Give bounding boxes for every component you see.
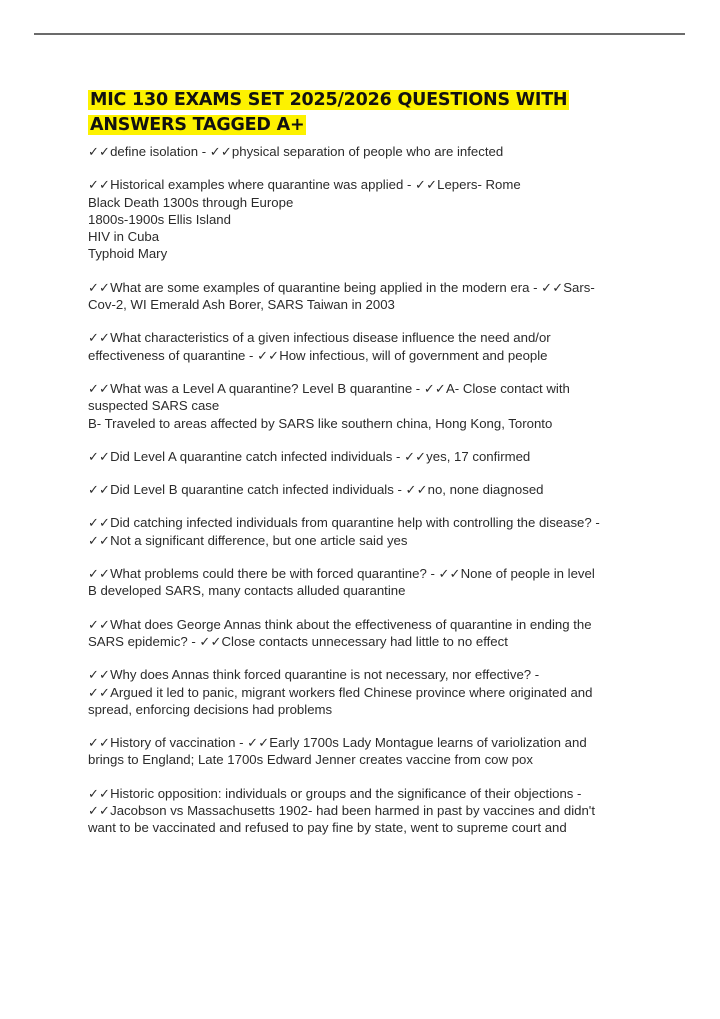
title-line-1: MIC 130 EXAMS SET 2025/2026 QUESTIONS WITH bbox=[90, 90, 568, 110]
qa-entry bbox=[88, 279, 658, 314]
qa-line: ✓✓Historical examples where quarantine was applied - ✓✓Lepers- Rome bbox=[88, 177, 521, 193]
qa-entry bbox=[88, 514, 658, 549]
qa-line: HIV in Cuba bbox=[88, 229, 160, 245]
qa-line: ✓✓Not a significant difference, but one article said yes bbox=[88, 532, 408, 548]
qa-line: ✓✓What are some examples of quarantine being applied in the modern era - ✓✓Sars- bbox=[88, 279, 595, 295]
qa-line: ✓✓What problems could there be with forced quarantine? - ✓✓None of people in level bbox=[88, 566, 595, 582]
qa-entry bbox=[88, 616, 658, 651]
qa-line: ✓✓Why does Annas think forced quarantine is not necessary, nor effective? - bbox=[88, 667, 540, 683]
qa-entry bbox=[88, 448, 658, 465]
qa-entry bbox=[88, 734, 658, 769]
qa-line: ✓✓What does George Annas think about the effectiveness of quarantine in ending the bbox=[88, 616, 592, 632]
qa-entry bbox=[88, 143, 658, 160]
qa-entry bbox=[88, 481, 658, 498]
title-line-2: ANSWERS TAGGED A+ bbox=[90, 115, 305, 135]
qa-line: spread, enforcing decisions had problems bbox=[88, 701, 333, 717]
qa-line: B- Traveled to areas affected by SARS like southern china, Hong Kong, Toronto bbox=[88, 415, 553, 431]
qa-line: ✓✓Argued it led to panic, migrant workers fled Chinese province where originated and bbox=[88, 684, 593, 700]
qa-line: ✓✓Did Level A quarantine catch infected individuals - ✓✓yes, 17 confirmed bbox=[88, 448, 531, 464]
qa-line: Cov-2, WI Emerald Ash Borer, SARS Taiwan in 2003 bbox=[88, 297, 395, 313]
qa-line: ✓✓Jacobson vs Massachusetts 1902- had been harmed in past by vaccines and didn't bbox=[88, 803, 595, 819]
qa-entry bbox=[88, 176, 658, 262]
qa-line: Black Death 1300s through Europe bbox=[88, 194, 294, 210]
top-divider bbox=[34, 33, 685, 35]
qa-entry bbox=[88, 785, 658, 837]
qa-line: ✓✓define isolation - ✓✓physical separation of people who are infected bbox=[88, 144, 504, 159]
qa-line: effectiveness of quarantine - ✓✓How infectious, will of government and people bbox=[88, 347, 548, 363]
document-page bbox=[88, 88, 658, 853]
qa-line: suspected SARS case bbox=[88, 398, 220, 414]
qa-line: ✓✓Did Level B quarantine catch infected individuals - ✓✓no, none diagnosed bbox=[88, 482, 544, 498]
qa-entry bbox=[88, 329, 658, 364]
qa-line: ✓✓History of vaccination - ✓✓Early 1700s Lady Montague learns of variolization and bbox=[88, 735, 587, 751]
document-title bbox=[88, 88, 658, 138]
qa-list bbox=[88, 143, 658, 837]
qa-entry bbox=[88, 666, 658, 718]
qa-line: ✓✓Historic opposition: individuals or groups and the significance of their objections - bbox=[88, 785, 582, 801]
qa-line: 1800s-1900s Ellis Island bbox=[88, 211, 231, 227]
qa-entry bbox=[88, 565, 658, 600]
qa-line: want to be vaccinated and refused to pay fine by state, went to supreme court and bbox=[88, 820, 567, 836]
qa-line: ✓✓What was a Level A quarantine? Level B quarantine - ✓✓A- Close contact with bbox=[88, 380, 570, 396]
qa-line: ✓✓What characteristics of a given infectious disease influence the need and/or bbox=[88, 330, 551, 346]
qa-line: SARS epidemic? - ✓✓Close contacts unnecessary had little to no effect bbox=[88, 633, 508, 649]
qa-line: B developed SARS, many contacts alluded quarantine bbox=[88, 583, 406, 599]
qa-line: ✓✓Did catching infected individuals from quarantine help with controlling the disease? - bbox=[88, 515, 600, 531]
qa-line: brings to England; Late 1700s Edward Jenner creates vaccine from cow pox bbox=[88, 752, 533, 768]
qa-entry bbox=[88, 380, 658, 432]
qa-line: Typhoid Mary bbox=[88, 246, 168, 262]
